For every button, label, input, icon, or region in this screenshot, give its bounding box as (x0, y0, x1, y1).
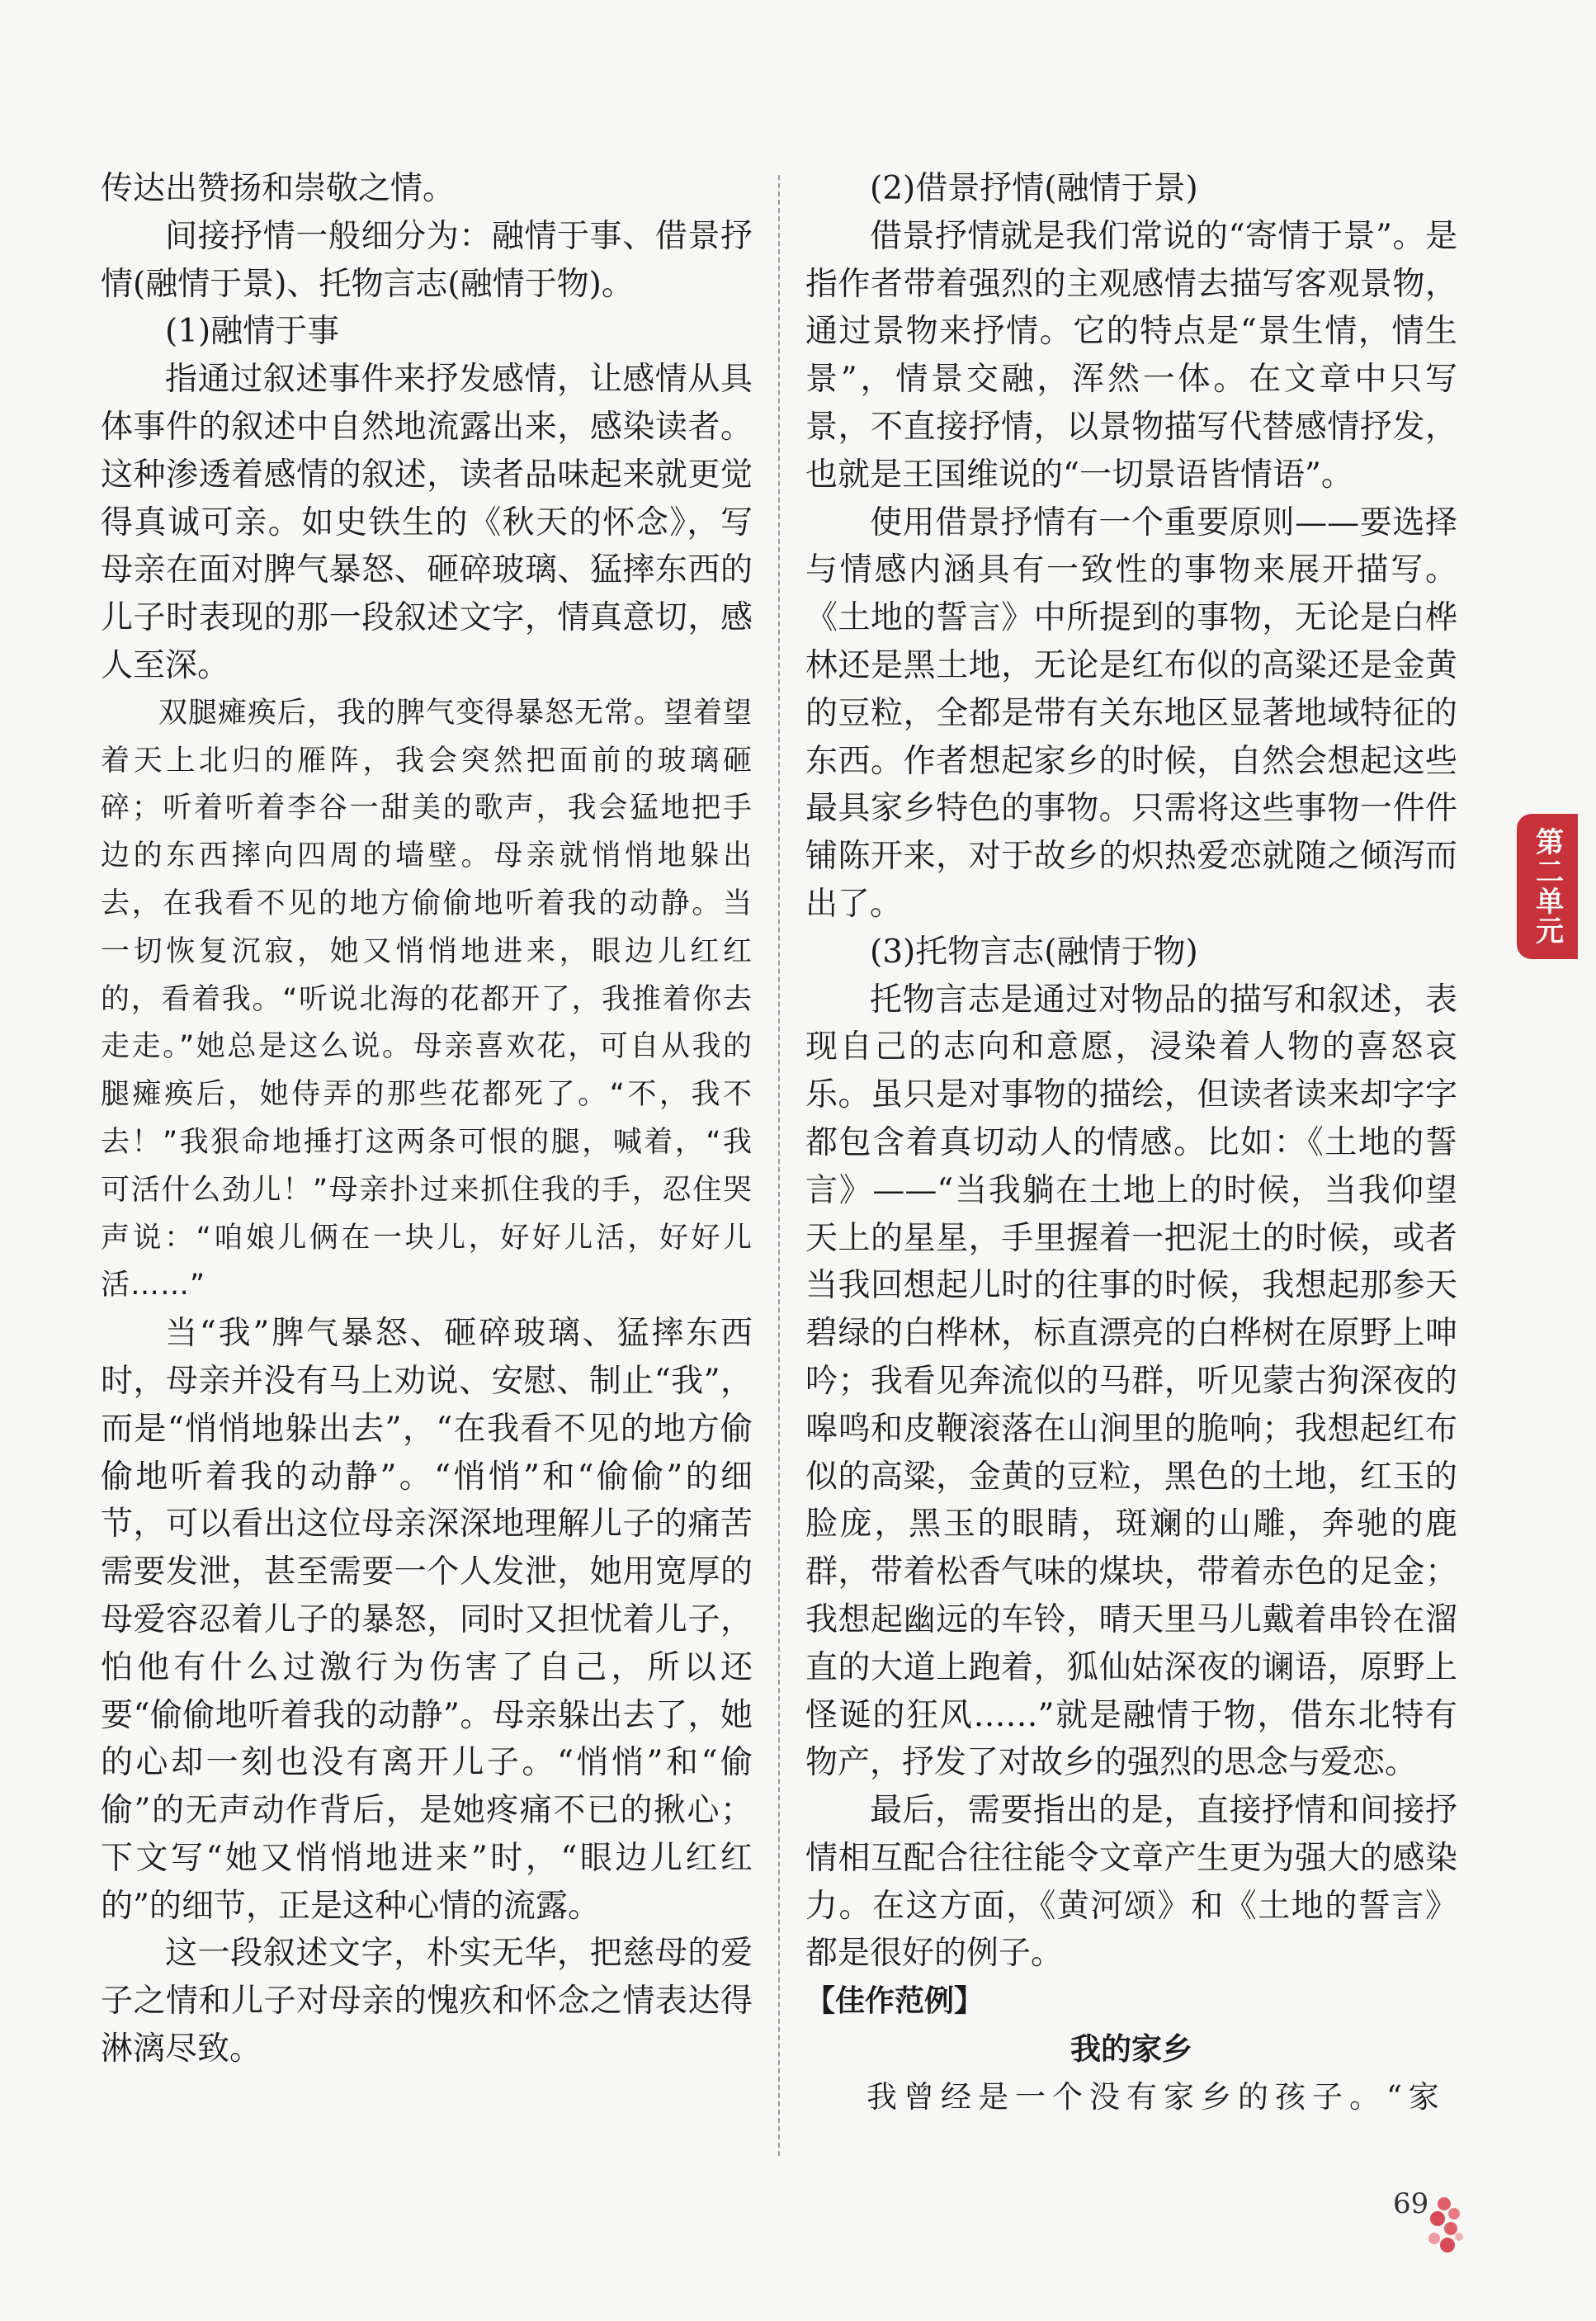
paragraph-conclusion: 最后，需要指出的是，直接抒情和间接抒情相互配合往往能令文章产生更为强大的感染力。在这方面，《黄河颂》和《土地的誓言》都是很好的例子。 (805, 1792, 1457, 1973)
quoted-excerpt: 双腿瘫痪后，我的脾气变得暴怒无常。望着望着天上北归的雁阵，我会突然把面前的玻璃砸碎；听着听着李谷一甜美的歌声，我会猛地把手边的东西摔向四周的墙壁。母亲就悄悄地躲出去，在我看不见的地方偷偷地听着我的动静。当一切恢复沉寂，她又悄悄地进来，眼边儿红红的，看着我。“听说北海的花都开了，我推着你去走走。”她总是这么说。母亲喜欢花，可自从我的腿瘫痪后，她侍弄的那些花都死了。“不，我不去！”我狠命地捶打这两条可恨的腿，喊着，“我可活什么劲儿！”母亲扑过来抓住我的手，忍住哭声说：“咱娘儿俩在一块儿，好好儿活，好好儿活……” (101, 696, 753, 1302)
essay-title: 我的家乡 (1070, 2031, 1192, 2068)
unit-tab (1517, 814, 1578, 959)
paragraph-scene-lyric: 借景抒情就是我们常说的“寄情于景”。是指作者带着强烈的主观感情去描写客观景物，通过景物来抒情。它的特点是“景生情，情生景”，情景交融，浑然一体。在文章中只写景，不直接抒情，以景物描写代替感情抒发，也就是王国维说的“一切景语皆情语”。 (805, 217, 1457, 494)
unit-tab-label: 第二单元 (1530, 827, 1564, 946)
paragraph-event-lyric: 指通过叙述事件来抒发感情，让感情从具体事件的叙述中自然地流露出来，感染读者。这种渗透着感情的叙述，读者品味起来就更觉得真诚可亲。如史铁生的《秋天的怀念》，写母亲在面对脾气暴怒、砸碎玻璃、猛摔东西的儿子时表现的那一段叙述文字，情真意切，感人至深。 (101, 361, 753, 684)
column-divider (778, 175, 780, 2156)
subheading-2: (2)借景抒情(融情于景) (870, 170, 1198, 207)
right-column (805, 165, 1457, 2121)
subheading-3: (3)托物言志(融情于物) (870, 933, 1198, 971)
flower-decoration-icon (1409, 2196, 1467, 2262)
essay-first-line: 我曾经是一个没有家乡的孩子。“家 (866, 2078, 1446, 2115)
paragraph-summary: 这一段叙述文字，朴实无华，把慈母的爱子之情和儿子对母亲的愧疚和怀念之情表达得淋漓尽致。 (101, 1935, 753, 2068)
paragraph-indirect-lyric: 间接抒情一般细分为：融情于事、借景抒情(融情于景)、托物言志(融情于物)。 (101, 217, 753, 303)
section-tag: 【佳作范例】 (805, 1984, 985, 2019)
left-column (101, 165, 753, 2073)
paragraph-analysis: 当“我”脾气暴怒、砸碎玻璃、猛摔东西时，母亲并没有马上劝说、安慰、制止“我”，而是“悄悄地躲出去”，“在我看不见的地方偷偷地听着我的动静”。“悄悄”和“偷偷”的细节，可以看出这位母亲深深地理解儿子的痛苦需要发泄，甚至需要一个人发泄，她用宽厚的母爱容忍着儿子的暴怒，同时又担忧着儿子，怕他有什么过激行为伤害了自己，所以还要“偷偷地听着我的动静”。母亲躲出去了，她的心却一刻也没有离开儿子。“悄悄”和“偷偷”的无声动作背后，是她疼痛不已的揪心；下文写“她又悄悄地进来”时，“眼边儿红红的”的细节，正是这种心情的流露。 (101, 1315, 753, 1925)
paragraph-object-lyric: 托物言志是通过对物品的描写和叙述，表现自己的志向和意愿，浸染着人物的喜怒哀乐。虽只是对事物的描绘，但读者读来却字字都包含着真切动人的情感。比如：《土地的誓言》——“当我躺在土地上的时候，当我仰望天上的星星，手里握着一把泥土的时候，或者当我回想起儿时的往事的时候，我想起那参天碧绿的白桦林，标直漂亮的白桦树在原野上呻吟；我看见奔流似的马群，听见蒙古狗深夜的嗥鸣和皮鞭滚落在山涧里的脆响；我想起红布似的高粱，金黄的豆粒，黑色的土地，红玉的脸庞，黑玉的眼睛，斑斓的山雕，奔驰的鹿群，带着松香气味的煤块，带着赤色的足金；我想起幽远的车铃，晴天里马儿戴着串铃在溜直的大道上跑着，狐仙姑深夜的谰语，原野上怪诞的狂风……”就是融情于物，借东北特有物产，抒发了对故乡的强烈的思念与爱恋。 (805, 981, 1457, 1782)
paragraph-principle: 使用借景抒情有一个重要原则——要选择与情感内涵具有一致性的事物来展开描写。《土地的誓言》中所提到的事物，无论是白桦林还是黑土地，无论是红布似的高粱还是金黄的豆粒，全都是带有关东地区显著地域特征的东西。作者想起家乡的时候，自然会想起这些最具家乡特色的事物。只需将这些事物一件件铺陈开来，对于故乡的炽热爱恋就随之倾泻而出了。 (805, 503, 1457, 923)
paragraph-intro-end: 传达出赞扬和崇敬之情。 (101, 170, 456, 207)
page-number: 69 (1393, 2187, 1429, 2220)
subheading-1: (1)融情于事 (165, 313, 340, 351)
